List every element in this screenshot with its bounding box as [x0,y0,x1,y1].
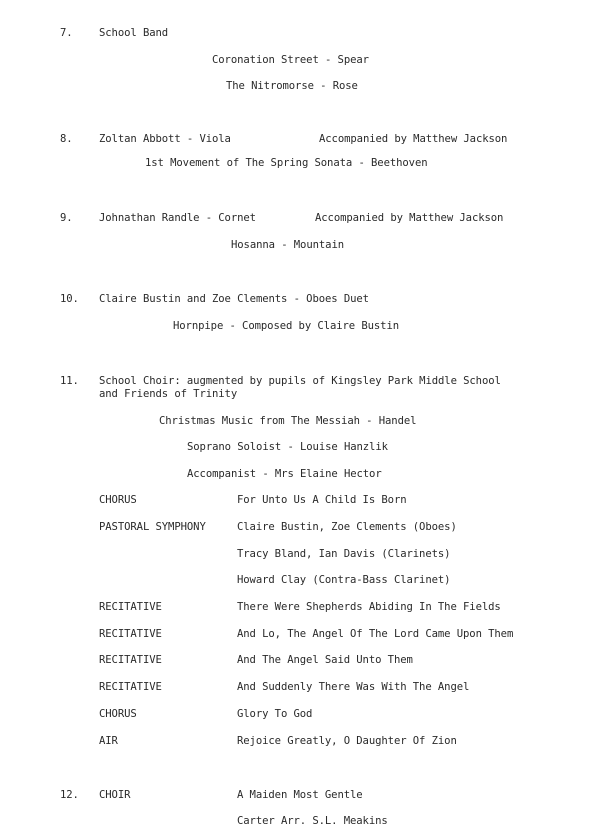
piece-line: Hornpipe - Composed by Claire Bustin [173,320,400,332]
programme-text: For Unto Us A Child Is Born [237,494,407,506]
programme-text: Rejoice Greatly, O Daughter Of Zion [237,735,457,747]
item-title: School Choir: augmented by pupils of Kingsley Park Middle School [99,375,501,387]
item-title: Zoltan Abbott - Viola [99,133,231,145]
programme-label: AIR [99,735,118,747]
piece-line: Christmas Music from The Messiah - Handel [159,415,417,427]
programme-text: And Lo, The Angel Of The Lord Came Upon Them [237,628,514,640]
programme-label: CHORUS [99,494,137,506]
item-title: School Band [99,27,169,39]
programme-text: Tracy Bland, Ian Davis (Clarinets) [237,548,451,560]
piece-line: Hosanna - Mountain [231,239,345,251]
programme-label: RECITATIVE [99,601,162,613]
programme-label: RECITATIVE [99,654,162,666]
piece-line: The Nitromorse - Rose [226,80,358,92]
item-title: CHOIR [99,789,131,801]
item-title: Johnathan Randle - Cornet [99,212,256,224]
programme-label: RECITATIVE [99,628,162,640]
item-number: 7. [60,27,73,39]
piece-line: Soprano Soloist - Louise Hanzlik [187,441,388,453]
item-number: 8. [60,133,73,145]
programme-text: Claire Bustin, Zoe Clements (Oboes) [237,521,457,533]
item-number: 12. [60,789,79,801]
piece-line: Coronation Street - Spear [212,54,369,66]
item-number: 9. [60,212,73,224]
item-title-continued: and Friends of Trinity [99,388,238,400]
accompaniment-note: Accompanied by Matthew Jackson [315,212,504,224]
piece-title: A Maiden Most Gentle [237,789,363,801]
piece-line: Carter Arr. S.L. Meakins [237,815,388,827]
programme-text: And Suddenly There Was With The Angel [237,681,470,693]
programme-text: There Were Shepherds Abiding In The Fields [237,601,501,613]
programme-text: Howard Clay (Contra-Bass Clarinet) [237,574,451,586]
programme-text: And The Angel Said Unto Them [237,654,413,666]
accompaniment-note: Accompanied by Matthew Jackson [319,133,508,145]
item-title: Claire Bustin and Zoe Clements - Oboes Duet [99,293,369,305]
item-number: 11. [60,375,79,387]
item-number: 10. [60,293,79,305]
piece-line: Accompanist - Mrs Elaine Hector [187,468,382,480]
programme-text: Glory To God [237,708,313,720]
piece-line: 1st Movement of The Spring Sonata - Beethoven [145,157,428,169]
programme-label: PASTORAL SYMPHONY [99,521,206,533]
programme-label: RECITATIVE [99,681,162,693]
programme-label: CHORUS [99,708,137,720]
